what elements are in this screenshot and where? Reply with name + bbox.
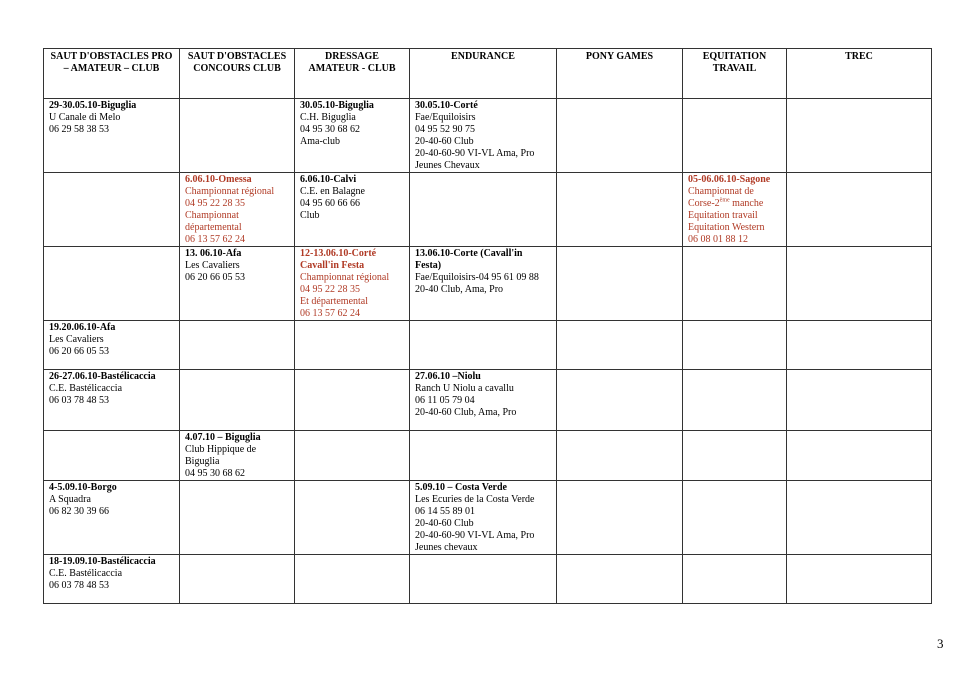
- table-cell: [787, 481, 932, 555]
- table-cell: [180, 173, 295, 247]
- line-text: C.E. Bastélicaccia: [49, 383, 123, 394]
- event-detail-line: [300, 308, 404, 320]
- line-text: 20-40-60 Club: [415, 136, 474, 147]
- table-row: [44, 173, 932, 247]
- line-text: 06 14 55 89 01: [415, 506, 475, 517]
- table-row: [44, 431, 932, 481]
- line-text: 27.06.10 –Niolu: [415, 371, 481, 382]
- line-text: Championnat régional: [300, 272, 390, 283]
- table-cell: [44, 555, 180, 604]
- table-cell: [683, 247, 787, 321]
- line-text: 20-40-60 Club: [415, 518, 474, 529]
- line-text: A Squadra: [49, 494, 91, 505]
- event-detail-line: [415, 272, 551, 284]
- line-text: Club: [300, 210, 320, 221]
- event-date-location: [49, 100, 174, 112]
- event-detail-line: [185, 234, 289, 246]
- table-cell: [683, 481, 787, 555]
- table-cell: [787, 431, 932, 481]
- event-detail-line: [300, 186, 404, 198]
- event-date-location: [185, 248, 289, 260]
- event-date-location: [300, 100, 404, 112]
- table-cell: [295, 321, 410, 370]
- table-cell: [683, 173, 787, 247]
- event-detail-line: [415, 494, 551, 506]
- line-text: Club Hippique de: [185, 444, 257, 455]
- event-detail-line: [49, 334, 174, 346]
- event-detail-line: [300, 210, 404, 222]
- line-text: 06 82 30 39 66: [49, 506, 109, 517]
- event-date-location: [49, 482, 174, 494]
- table-cell: [787, 99, 932, 173]
- line-text: 12-13.06.10-Corté: [300, 248, 377, 259]
- table-cell: [410, 555, 557, 604]
- table-cell: [44, 370, 180, 431]
- table-cell: [44, 99, 180, 173]
- line-text: Jeunes Chevaux: [415, 160, 480, 171]
- event-detail-line: [185, 222, 289, 234]
- header-row: [44, 49, 932, 99]
- table-cell: [787, 555, 932, 604]
- line-text: C.E. en Balagne: [300, 186, 365, 197]
- table-cell: [44, 481, 180, 555]
- header-saut-obstacles-pro: SAUT D'OBSTACLES PRO – AMATEUR – CLUB: [44, 49, 180, 99]
- line-text: 04 95 22 28 35: [185, 198, 245, 209]
- event-detail-line: [688, 222, 781, 234]
- line-text: 20-40-60-90 VI-VL Ama, Pro: [415, 530, 535, 541]
- line-text: 04 95 30 68 62: [185, 468, 245, 479]
- line-text: 13.06.10-Corte (Cavall'in: [415, 248, 523, 259]
- line-text: 29-30.05.10-Biguglia: [49, 100, 137, 111]
- event-detail-line: [300, 272, 404, 284]
- table-row: [44, 321, 932, 370]
- event-detail-line: [49, 580, 174, 592]
- event-detail-line: [49, 346, 174, 358]
- line-text: Equitation travail: [688, 210, 758, 221]
- event-detail-line: [415, 112, 551, 124]
- event-date-location: [415, 248, 551, 260]
- line-text: Jeunes chevaux: [415, 542, 478, 553]
- event-detail-line: [185, 272, 289, 284]
- table-cell: [557, 370, 683, 431]
- table-cell: [44, 247, 180, 321]
- table-cell: [295, 173, 410, 247]
- table-cell: [410, 481, 557, 555]
- table-row: [44, 370, 932, 431]
- line-text: 06 29 58 38 53: [49, 124, 109, 135]
- event-detail-line: [49, 395, 174, 407]
- header-pony-games: PONY GAMES: [557, 49, 683, 99]
- line-text: 06 20 66 05 53: [185, 272, 245, 283]
- line-text: 4.07.10 – Biguglia: [185, 432, 261, 443]
- line-text: 4-5.09.10-Borgo: [49, 482, 117, 493]
- table-cell: [557, 99, 683, 173]
- line-text: Corse-2: [688, 198, 720, 209]
- event-detail-line: [415, 284, 551, 296]
- line-text: Les Ecuries de la Costa Verde: [415, 494, 535, 505]
- event-detail-line: [688, 186, 781, 198]
- header-dressage: DRESSAGE AMATEUR - CLUB: [295, 49, 410, 99]
- line-text: Fae/Equiloisirs: [415, 112, 476, 123]
- event-detail-line: [300, 284, 404, 296]
- line-text: 04 95 60 66 66: [300, 198, 360, 209]
- table-cell: [44, 431, 180, 481]
- line-text: Les Cavaliers: [185, 260, 240, 271]
- line-text: 18-19.09.10-Bastélicaccia: [49, 556, 156, 567]
- table-cell: [787, 173, 932, 247]
- header-endurance: ENDURANCE: [410, 49, 557, 99]
- event-detail-line: [300, 112, 404, 124]
- page-number: 3: [937, 636, 944, 651]
- table-cell: [557, 431, 683, 481]
- table-cell: [410, 321, 557, 370]
- event-detail-line: [300, 198, 404, 210]
- table-cell: [295, 370, 410, 431]
- line-text: 19.20.06.10-Afa: [49, 322, 116, 333]
- line-text: Championnat de: [688, 186, 754, 197]
- line-text: 30.05.10-Biguglia: [300, 100, 374, 111]
- line-text: Championnat régional: [185, 186, 275, 197]
- table-row: [44, 99, 932, 173]
- table-cell: [180, 481, 295, 555]
- table-cell: [295, 99, 410, 173]
- table-cell: [410, 247, 557, 321]
- table-cell: [557, 247, 683, 321]
- table-cell: [683, 555, 787, 604]
- header-trec: TREC: [787, 49, 932, 99]
- event-detail-line: [185, 444, 289, 456]
- event-detail-line: [49, 112, 174, 124]
- table-cell: [787, 247, 932, 321]
- table-row: [44, 247, 932, 321]
- line-text: 06 20 66 05 53: [49, 346, 109, 357]
- table-row: [44, 555, 932, 604]
- event-detail-line: [49, 494, 174, 506]
- line-text: Les Cavaliers: [49, 334, 104, 345]
- line-text: 04 95 22 28 35: [300, 284, 360, 295]
- event-date-location: [415, 100, 551, 112]
- line-text: Championnat: [185, 210, 239, 221]
- event-date-location: [49, 371, 174, 383]
- line-text: 06 13 57 62 24: [300, 308, 360, 319]
- event-date-location: [185, 432, 289, 444]
- event-detail-line: [300, 136, 404, 148]
- event-detail-line: [415, 395, 551, 407]
- event-detail-line: [300, 124, 404, 136]
- line-text: Ranch U Niolu a cavallu: [415, 383, 514, 394]
- line-text: C.H. Biguglia: [300, 112, 356, 123]
- table-cell: [44, 173, 180, 247]
- table-cell: [410, 370, 557, 431]
- event-detail-line: [49, 568, 174, 580]
- event-detail-line: [415, 506, 551, 518]
- line-text: 06 11 05 79 04: [415, 395, 475, 406]
- event-detail-line: [185, 198, 289, 210]
- header-equitation-travail: EQUITATION TRAVAIL: [683, 49, 787, 99]
- event-detail-line: [688, 210, 781, 222]
- event-date-location: [688, 174, 781, 186]
- line-text: 26-27.06.10-Bastélicaccia: [49, 371, 156, 382]
- table-cell: [180, 555, 295, 604]
- event-date-location: [49, 322, 174, 334]
- line-text: Cavall'in Festa: [300, 260, 365, 271]
- table-cell: [557, 173, 683, 247]
- event-detail-line: [415, 518, 551, 530]
- table-cell: [410, 431, 557, 481]
- event-date-location: [185, 174, 289, 186]
- event-detail-line: [185, 260, 289, 272]
- event-date-location: [300, 174, 404, 186]
- event-detail-line: [300, 260, 404, 272]
- event-detail-line: [415, 407, 551, 419]
- event-date-location: [415, 482, 551, 494]
- line-text-after: manche: [729, 198, 764, 209]
- event-detail-line: [49, 383, 174, 395]
- line-text: 05-06.06.10-Sagone: [688, 174, 771, 185]
- table-cell: [787, 321, 932, 370]
- event-detail-line: [300, 296, 404, 308]
- competition-schedule-table: [43, 48, 932, 604]
- table-cell: [410, 173, 557, 247]
- table-row: [44, 481, 932, 555]
- line-text: 5.09.10 – Costa Verde: [415, 482, 507, 493]
- table-cell: [557, 321, 683, 370]
- table-cell: [683, 321, 787, 370]
- line-text: 06 03 78 48 53: [49, 580, 109, 591]
- header-saut-obstacles-club: SAUT D'OBSTACLES CONCOURS CLUB: [180, 49, 295, 99]
- table-cell: [180, 370, 295, 431]
- event-detail-line: [415, 542, 551, 554]
- event-detail-line: [49, 124, 174, 136]
- table-cell: [180, 99, 295, 173]
- table-cell: [683, 99, 787, 173]
- table-cell: [180, 247, 295, 321]
- line-text: U Canale di Melo: [49, 112, 121, 123]
- event-detail-line: [185, 210, 289, 222]
- event-detail-line: [415, 124, 551, 136]
- line-text: 6.06.10-Omessa: [185, 174, 252, 185]
- line-text: 06 08 01 88 12: [688, 234, 748, 245]
- line-text: Festa): [415, 260, 442, 271]
- event-detail-line: [49, 506, 174, 518]
- event-detail-line: [185, 468, 289, 480]
- table-cell: [295, 247, 410, 321]
- table-cell: [295, 431, 410, 481]
- line-text: 30.05.10-Corté: [415, 100, 478, 111]
- table-cell: [180, 431, 295, 481]
- event-detail-line: [185, 186, 289, 198]
- table-cell: [557, 481, 683, 555]
- table-cell: [557, 555, 683, 604]
- event-detail-line: [415, 160, 551, 172]
- line-text: Equitation Western: [688, 222, 765, 233]
- line-text: Ama-club: [300, 136, 340, 147]
- event-detail-line: [415, 530, 551, 542]
- line-text: Fae/Equiloisirs-04 95 61 09 88: [415, 272, 539, 283]
- event-detail-line: [688, 198, 781, 210]
- line-text: Biguglia: [185, 456, 220, 467]
- line-text: 20-40-60 Club, Ama, Pro: [415, 407, 517, 418]
- ordinal-superscript: ème: [719, 197, 730, 204]
- table-cell: [410, 99, 557, 173]
- line-text: 06 03 78 48 53: [49, 395, 109, 406]
- event-detail-line: [185, 456, 289, 468]
- table-cell: [787, 370, 932, 431]
- line-text: 20-40 Club, Ama, Pro: [415, 284, 504, 295]
- line-text: 04 95 52 90 75: [415, 124, 475, 135]
- table-cell: [295, 481, 410, 555]
- event-detail-line: [415, 136, 551, 148]
- line-text: départemental: [185, 222, 242, 233]
- schedule-body: [44, 99, 932, 604]
- event-detail-line: [688, 234, 781, 246]
- line-text: C.E. Bastélicaccia: [49, 568, 123, 579]
- event-date-location: [49, 556, 174, 568]
- event-detail-line: [415, 260, 551, 272]
- event-detail-line: [415, 383, 551, 395]
- event-detail-line: [415, 148, 551, 160]
- event-date-location: [300, 248, 404, 260]
- table-cell: [683, 370, 787, 431]
- line-text: 20-40-60-90 VI-VL Ama, Pro: [415, 148, 535, 159]
- line-text: 04 95 30 68 62: [300, 124, 360, 135]
- line-text: 13. 06.10-Afa: [185, 248, 242, 259]
- table-cell: [295, 555, 410, 604]
- table-cell: [44, 321, 180, 370]
- line-text: 06 13 57 62 24: [185, 234, 245, 245]
- table-cell: [683, 431, 787, 481]
- table-cell: [180, 321, 295, 370]
- event-date-location: [415, 371, 551, 383]
- line-text: Et départemental: [300, 296, 369, 307]
- line-text: 6.06.10-Calvi: [300, 174, 357, 185]
